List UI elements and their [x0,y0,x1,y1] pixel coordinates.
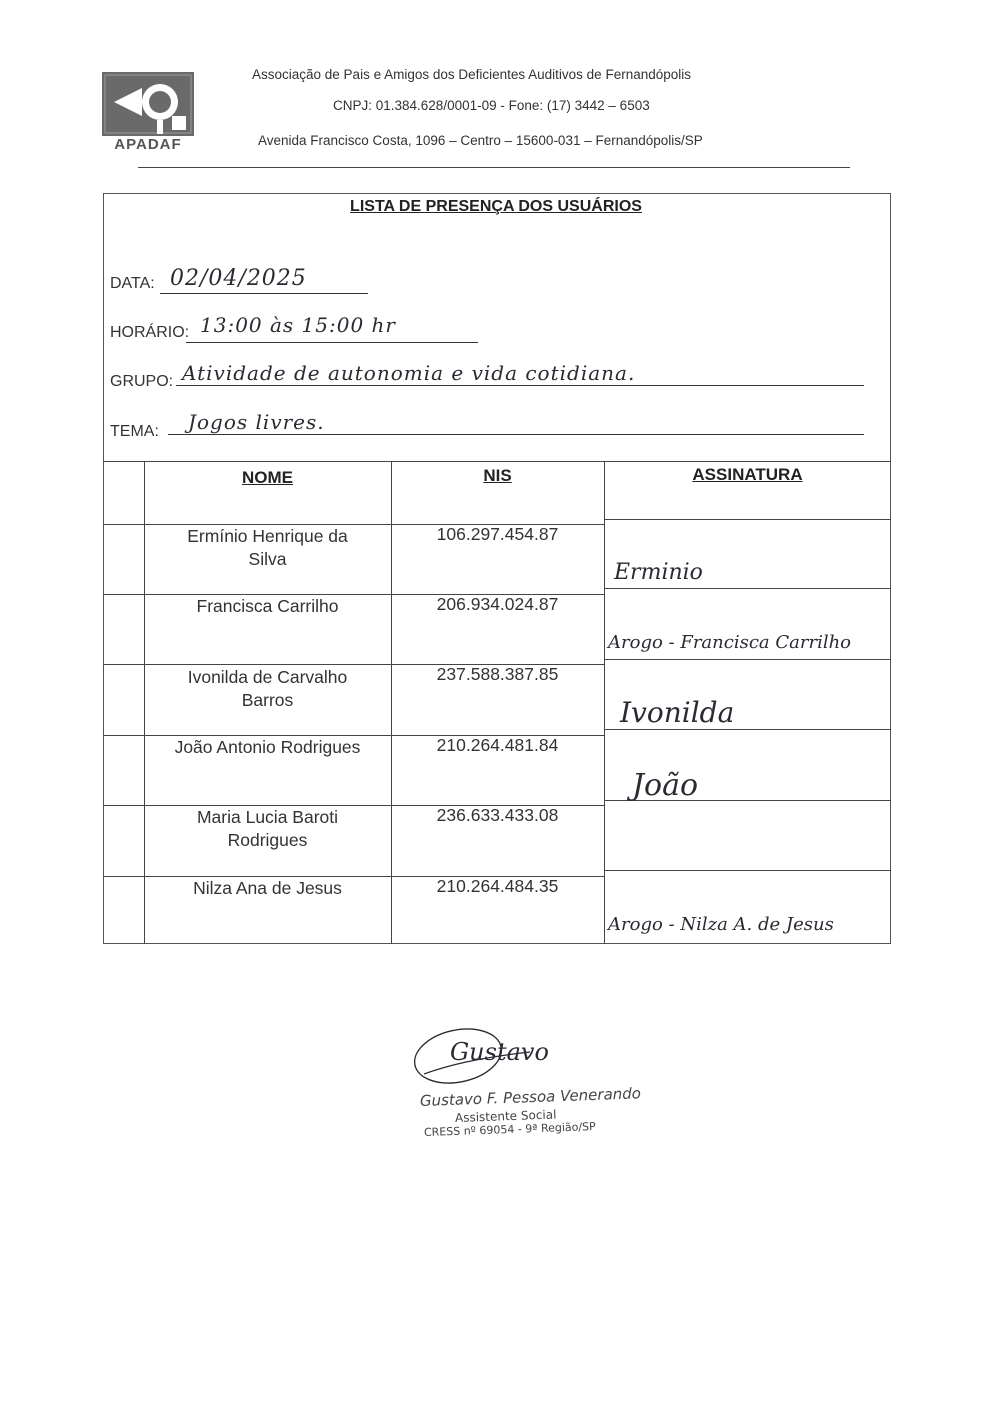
horario-label: HORÁRIO: [110,324,190,341]
row-name-line2: Rodrigues [227,830,308,850]
horario-value: 13:00 às 15:00 hr [200,313,396,337]
tema-label: TEMA: [110,423,159,440]
row-nis: 210.264.484.35 [436,876,559,896]
row-name-line1: Maria Lucia Baroti [196,807,339,827]
table-row [144,595,391,618]
row-nis: 210.264.481.84 [436,735,559,755]
header-nis: NIS [483,466,512,485]
grupo-label: GRUPO: [110,373,174,390]
table-row [144,736,391,759]
row-name-line2: Silva [248,549,287,569]
data-label: DATA: [110,275,155,292]
header-divider [138,167,850,168]
row-name-line1: João Antonio Rodrigues [174,737,361,757]
row-signature: João [632,768,699,803]
table-row [144,666,391,712]
table-row [144,806,391,852]
logo-label: APADAF [114,136,182,153]
row-nis: 236.633.433.08 [436,805,559,825]
apadaf-logo [102,72,198,158]
social-worker-signature [406,1016,549,1088]
row-nis: 206.934.024.87 [436,594,559,614]
tema-underline [168,434,864,435]
table-row [144,525,391,571]
table-row [144,877,391,900]
form-title: LISTA DE PRESENÇA DOS USUÁRIOS [350,198,642,215]
address: Avenida Francisco Costa, 1096 – Centro – 15600-031 – Fernandópolis/SP [258,133,703,148]
table-top-border [103,461,891,462]
data-value: 02/04/2025 [170,266,307,291]
row-name-line1: Francisca Carrilho [196,596,339,616]
row-signature: Ivonilda [620,696,735,729]
row-signature: Erminio [614,560,703,585]
row-nis: 106.297.454.87 [436,524,559,544]
row-signature: Arogo - Nilza A. de Jesus [608,914,834,935]
table-row-divider [604,659,891,660]
data-underline [160,293,368,294]
header-assinatura: ASSINATURA [692,465,803,484]
grupo-value: Atividade de autonomia e vida cotidiana. [182,361,636,385]
signature-text: Gustavo [450,1038,549,1066]
cnpj-phone: CNPJ: 01.384.628/0001-09 - Fone: (17) 3442 – 6503 [333,98,650,113]
table-row-divider [604,870,891,871]
table-row-divider [604,519,891,520]
grupo-underline [176,385,864,386]
stamp-registry: CRESS nº 69054 - 9ª Região/SP [423,1120,596,1139]
row-nis: 237.588.387.85 [436,664,559,684]
row-name-line1: Nilza Ana de Jesus [193,878,342,898]
row-name-line1: Ermínio Henrique da [187,526,348,546]
tema-value: Jogos livres. [188,410,325,434]
row-name-line1: Ivonilda de Carvalho [187,667,348,687]
stamp-name: Gustavo F. Pessoa Venerando [419,1084,642,1110]
row-signature: Arogo - Francisca Carrilho [608,632,852,653]
horario-underline [186,342,478,343]
org-name: Associação de Pais e Amigos dos Deficientes Auditivos de Fernandópolis [252,67,692,82]
header-nome: NOME [242,468,293,487]
stamp-role: Assistente Social [454,1107,557,1125]
table-row-divider [604,729,891,730]
table-col-divider [604,461,605,944]
table-row-divider [604,588,891,589]
row-name-line2: Barros [241,690,294,710]
